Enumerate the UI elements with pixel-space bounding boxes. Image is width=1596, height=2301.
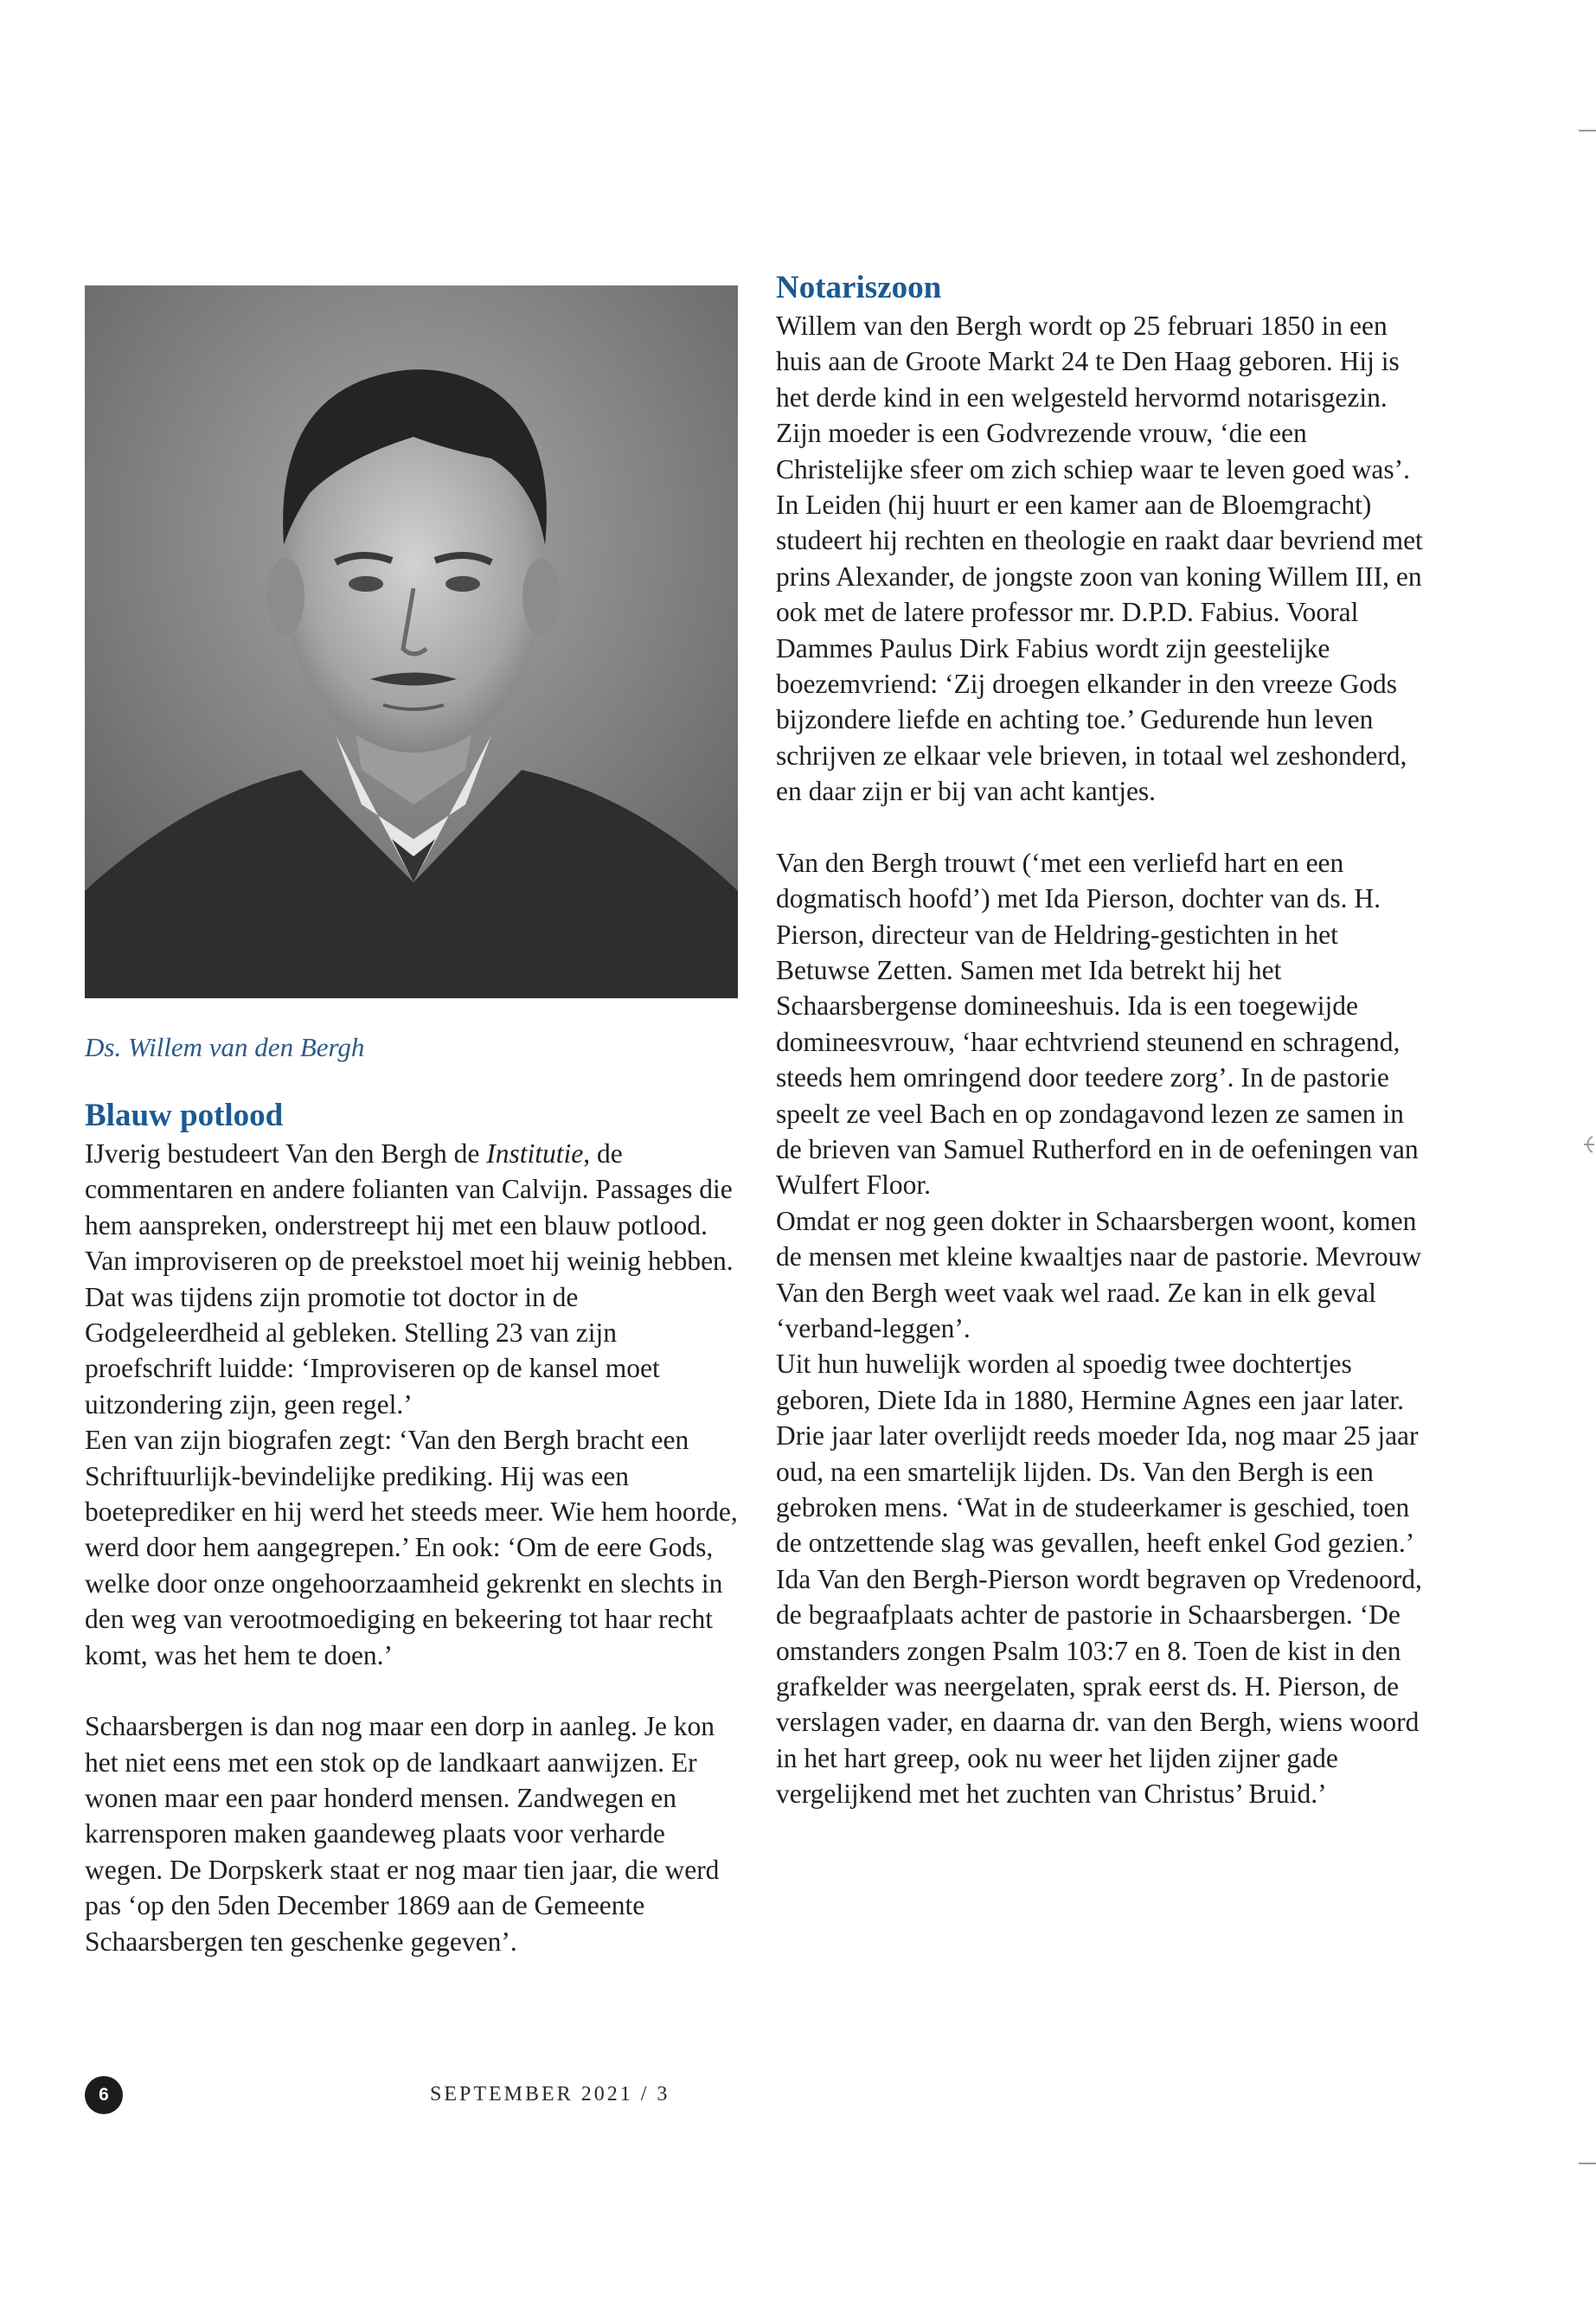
paragraph: Schaarsbergen is dan nog maar een dorp in aanleg. Je kon het niet eens met een stok op de landkaart aanwijzen. Er wonen maar een paar honderd mensen. Zandwegen en karrensporen maken gaandeweg plaats voor verharde wegen. De Dorpskerk staat er nog maar tien jaar, die werd pas ‘op den 5den December 1869 aan de Gemeente Schaarsbergen ten geschenke gegeven’. [85, 1711, 720, 1957]
emphasis-institutie: Institutie [486, 1138, 584, 1169]
paragraph: Van den Bergh trouwt (‘met een verliefd hart en een dogmatisch hoofd’) met Ida Pierson, dochter van ds. H. Pierson, directeur van de Heldring-gestichten in het Betuwse Zetten. Samen met Ida betrekt hij het Schaarsbergense domineeshuis. Ida is een toegewijde domineesvrouw, ‘haar echtvriend steunend en schragend, steeds hem omringend door teedere zorg’. In de pastorie speelt ze veel Bach en op zondagavond lezen ze samen in de brieven van Samuel Rutherford en in de oefeningen van Wulfert Floor. [776, 847, 1419, 1201]
issue-label: SEPTEMBER 2021 / 3 [430, 2083, 670, 2106]
paragraph: Omdat er nog geen dokter in Schaarsbergen woont, komen de mensen met kleine kwaaltjes naar de pastorie. Mevrouw Van den Bergh weet vaak wel raad. Ze kan in elk geval ‘verband-leggen’. [776, 1205, 1422, 1343]
crop-mark [1579, 130, 1596, 131]
section-heading-notariszoon: Notariszoon [776, 270, 942, 305]
portrait-photo-icon [85, 285, 738, 998]
registration-mark-icon [1580, 1135, 1594, 1154]
portrait-photo [85, 285, 738, 998]
page-number: 6 [85, 2076, 123, 2114]
paragraph: Ida Van den Bergh-Pierson wordt begraven op Vredenoord, de begraafplaats achter de pastorie in Schaarsbergen. ‘De omstanders zongen Psalm 103:7 en 8. Toen de kist in den grafkelder was neergelaten, sprak eerst ds. H. Pierson, de verslagen vader, en daarna dr. van den Bergh, wiens woord in het hart greep, ook nu weer het lijden zijner gade vergelijkend met het zuchten van Christus’ Bruid.’ [776, 1563, 1422, 1810]
photo-caption: Ds. Willem van den Bergh [85, 1032, 365, 1062]
text-run: IJverig bestudeert Van den Bergh de [85, 1138, 487, 1169]
paragraph: Een van zijn biografen zegt: ‘Van den Bergh bracht een Schriftuurlijk-bevindelijke prediking. Hij was een boeteprediker en hij werd het steeds meer. Wie hem hoorde, werd door hem aangegrepen.’ En ook: ‘Om de eere Gods, welke door onze ongehoorzaamheid gekrenkt en slechts in den weg van verootmoediging en bekeering tot haar recht komt, was het hem te doen.’ [85, 1425, 738, 1670]
right-column [776, 268, 1433, 1812]
paragraph: Willem van den Bergh wordt op 25 februari 1850 in een huis aan de Groote Markt 24 te Den Haag geboren. Hij is het derde kind in een welgesteld hervormd notarisgezin. Zijn moeder is een Godvrezende vrouw, ‘die een Christelijke sfeer om zich schiep waar te leven goed was’. In Leiden (hij huurt er een kamer aan de Bloemgracht) studeert hij rechten en theologie en raakt daar bevriend met prins Alexander, de jongste zoon van koning Willem III, en ook met de latere professor mr. D.P.D. Fabius. Vooral Dammes Paulus Dirk Fabius wordt zijn geestelijke boezemvriend: ‘Zij droegen elkander in den vreeze Gods bijzondere liefde en achting toe.’ Gedurende hun leven schrijven ze elkaar vele brieven, in totaal wel zeshonderd, en daar zijn er bij van acht kantjes. [776, 311, 1423, 807]
paragraph: Uit hun huwelijk worden al spoedig twee dochtertjes geboren, Diete Ida in 1880, Hermine Agnes een jaar later. Drie jaar later overlijdt reeds moeder Ida, nog maar 25 jaar oud, na een smartelijk lijden. Ds. Van den Bergh is een gebroken mens. ‘Wat in de studeerkamer is geschied, toen de ontzettende slag was gevallen, heeft enkel God gezien.’ [776, 1349, 1419, 1559]
paragraph [85, 1136, 742, 1422]
section-heading-blauw-potlood: Blauw potlood [85, 1098, 284, 1133]
left-column [85, 1096, 742, 1959]
crop-mark [1579, 2163, 1596, 2164]
text-run: , de commentaren en andere folianten van Calvijn. Passages die hem aanspreken, onderstreept hij met een blauw potlood. Van improviseren op de preekstoel moet hij weinig hebben. Dat was tijdens zijn promotie tot doctor in de Godgeleerdheid al gebleken. Stelling 23 van zijn proefschrift luidde: ‘Improviseren op de kansel moet uitzondering zijn, geen regel.’ [85, 1138, 734, 1420]
